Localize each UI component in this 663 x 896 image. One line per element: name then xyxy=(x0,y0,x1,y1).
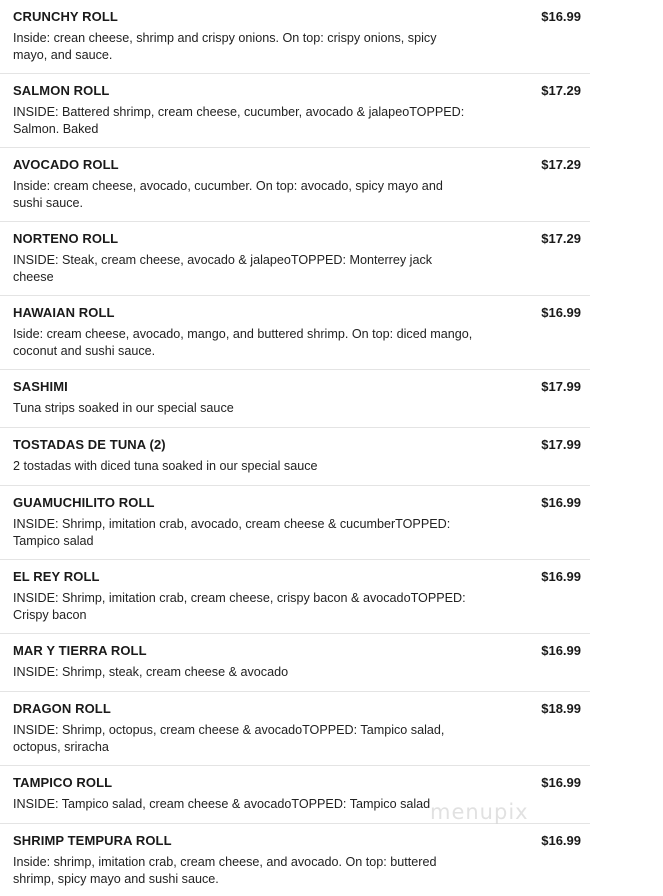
menu-item xyxy=(0,74,590,148)
menu-item xyxy=(0,486,590,560)
item-price: $16.99 xyxy=(541,569,581,584)
item-description: 2 tostadas with diced tuna soaked in our special sauce xyxy=(13,459,318,473)
item-name: TOSTADAS DE TUNA (2) xyxy=(13,437,166,452)
item-price: $16.99 xyxy=(541,775,581,790)
item-name: EL REY ROLL xyxy=(13,569,100,584)
menu-item xyxy=(0,428,590,486)
item-name: HAWAIAN ROLL xyxy=(13,305,115,320)
item-price: $17.29 xyxy=(541,157,581,172)
item-description: INSIDE: Battered shrimp, cream cheese, cucumber, avocado & jalapeoTOPPED: Salmon. Baked xyxy=(13,105,465,136)
item-description: Inside: cream cheese, avocado, cucumber. On top: avocado, spicy mayo and sushi sauce. xyxy=(13,179,443,210)
watermark-logo: menupix xyxy=(430,800,529,824)
item-description: Iside: cream cheese, avocado, mango, and buttered shrimp. On top: diced mango, coconut and sushi sauce. xyxy=(13,327,473,358)
menu-item xyxy=(0,634,590,692)
menu-item xyxy=(0,0,590,74)
item-description: INSIDE: Tampico salad, cream cheese & avocadoTOPPED: Tampico salad xyxy=(13,797,431,811)
item-price: $18.99 xyxy=(541,701,581,716)
item-name: MAR Y TIERRA ROLL xyxy=(13,643,147,658)
menu-item xyxy=(0,692,590,766)
item-name: NORTENO ROLL xyxy=(13,231,119,246)
menu-item xyxy=(0,148,590,222)
item-description: Tuna strips soaked in our special sauce xyxy=(13,401,234,415)
menu-item xyxy=(0,824,590,896)
menu-item xyxy=(0,370,590,428)
item-price: $16.99 xyxy=(541,833,581,848)
item-description: INSIDE: Steak, cream cheese, avocado & jalapeoTOPPED: Monterrey jack cheese xyxy=(13,253,433,284)
item-price: $17.99 xyxy=(541,379,581,394)
item-name: SHRIMP TEMPURA ROLL xyxy=(13,833,172,848)
item-price: $16.99 xyxy=(541,9,581,24)
menu-item xyxy=(0,560,590,634)
item-price: $17.29 xyxy=(541,231,581,246)
item-name: SALMON ROLL xyxy=(13,83,110,98)
item-price: $16.99 xyxy=(541,495,581,510)
item-description: Inside: crean cheese, shrimp and crispy onions. On top: crispy onions, spicy mayo, and sauce. xyxy=(13,31,437,62)
item-price: $16.99 xyxy=(541,643,581,658)
item-name: CRUNCHY ROLL xyxy=(13,9,118,24)
item-price: $17.29 xyxy=(541,83,581,98)
menu-item xyxy=(0,222,590,296)
item-name: TAMPICO ROLL xyxy=(13,775,113,790)
item-description: Inside: shrimp, imitation crab, cream cheese, and avocado. On top: buttered shrimp, spicy mayo and sushi sauce. xyxy=(13,855,437,886)
item-name: DRAGON ROLL xyxy=(13,701,111,716)
item-name: GUAMUCHILITO ROLL xyxy=(13,495,155,510)
menu-item xyxy=(0,296,590,370)
item-name: AVOCADO ROLL xyxy=(13,157,119,172)
item-description: INSIDE: Shrimp, imitation crab, avocado, cream cheese & cucumberTOPPED: Tampico salad xyxy=(13,517,451,548)
item-description: INSIDE: Shrimp, steak, cream cheese & avocado xyxy=(13,665,289,679)
item-description: INSIDE: Shrimp, octopus, cream cheese & avocadoTOPPED: Tampico salad, octopus, sriracha xyxy=(13,723,445,754)
item-description: INSIDE: Shrimp, imitation crab, cream cheese, crispy bacon & avocadoTOPPED: Crispy bacon xyxy=(13,591,466,622)
item-name: SASHIMI xyxy=(13,379,68,394)
item-price: $16.99 xyxy=(541,305,581,320)
menu-item xyxy=(0,766,590,824)
item-price: $17.99 xyxy=(541,437,581,452)
